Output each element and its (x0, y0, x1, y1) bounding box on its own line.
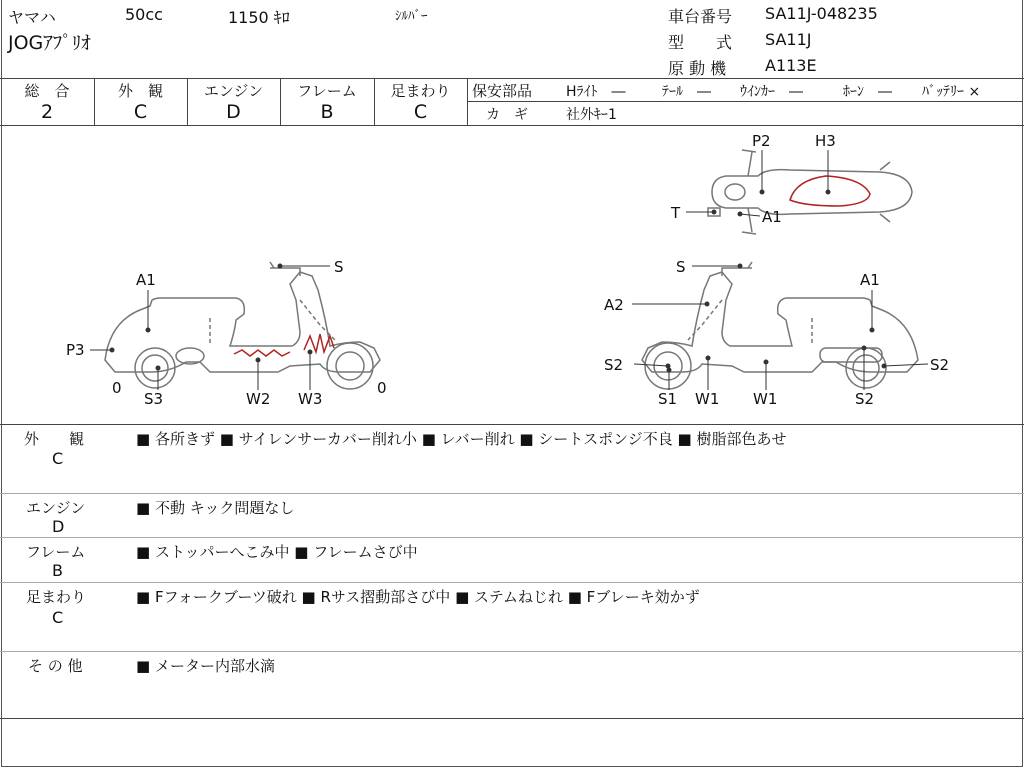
grade-frame (280, 80, 374, 123)
grade-overall (0, 80, 94, 123)
grade-label: フレーム (297, 82, 357, 100)
frame-no: SA11J-048235 (765, 4, 878, 23)
label-a1-right: A1 (860, 271, 880, 289)
grade-value: B (320, 101, 334, 123)
divider (467, 101, 1022, 102)
safety-title: 保安部品 (472, 82, 533, 100)
safety-tail: ﾃｰﾙ ― (662, 84, 711, 100)
color: ｼﾙﾊﾞｰ (395, 9, 428, 24)
label-t: T (671, 204, 681, 222)
label-p3: P3 (66, 341, 85, 359)
divider (0, 582, 1024, 583)
label-a1-top: A1 (762, 208, 782, 226)
type: SA11J (765, 30, 812, 49)
divider (0, 493, 1024, 494)
section-engine-text: ■ 不動 キック問題なし (136, 499, 295, 517)
grade-suspension (374, 80, 467, 123)
grade-value: D (226, 101, 241, 123)
type-label: 型 式 (668, 33, 733, 52)
safety-headlight: Hﾗｲﾄ ― (566, 84, 626, 100)
divider (0, 718, 1024, 719)
divider (0, 424, 1024, 425)
label-w2: W2 (246, 390, 271, 408)
label-zero-left: 0 (112, 379, 122, 397)
label-w3: W3 (298, 390, 323, 408)
grade-exterior (94, 80, 187, 123)
safety-horn: ﾎｰﾝ ― (843, 84, 892, 100)
divider (0, 78, 1024, 79)
grade-label: エンジン (203, 82, 264, 100)
safety-winker: ｳｲﾝｶｰ ― (740, 84, 803, 100)
frame-no-label: 車台番号 (668, 7, 733, 26)
section-exterior-grade: C (52, 449, 64, 468)
damage-diagram (0, 126, 1024, 424)
key-value: 社外ｷｰ1 (566, 107, 617, 123)
label-s2-left: S2 (604, 356, 624, 374)
label-s2-bottom: S2 (855, 390, 875, 408)
section-frame-grade: B (52, 561, 63, 580)
section-suspension-grade: C (52, 608, 64, 627)
section-frame-text: ■ ストッパーへこみ中 ■ フレームさび中 (136, 543, 418, 561)
section-exterior-label: 外 観 (24, 430, 85, 448)
mileage: 1150 ｷﾛ (228, 8, 290, 27)
label-w1-b: W1 (753, 390, 778, 408)
label-h3: H3 (815, 132, 836, 150)
label-p2: P2 (752, 132, 771, 150)
label-zero-right: 0 (377, 379, 387, 397)
grade-engine (187, 80, 280, 123)
section-other-text: ■ メーター内部水滴 (136, 657, 275, 675)
key-label: カ ギ (486, 107, 528, 123)
label-a1-left: A1 (136, 271, 156, 289)
engine: A113E (765, 56, 817, 75)
label-s1: S1 (658, 390, 678, 408)
section-exterior-text: ■ 各所きず ■ サイレンサーカバー削れ小 ■ レバー削れ ■ シートスポンジ不良 ■ 樹脂部色あせ (136, 430, 787, 448)
grade-value: C (133, 101, 148, 123)
label-s-left: S (334, 258, 344, 276)
displacement: 50cc (125, 5, 163, 24)
grade-label: 足まわり (390, 82, 451, 100)
label-a2: A2 (604, 296, 624, 314)
section-other-label: そ の 他 (28, 657, 83, 675)
label-s3: S3 (144, 390, 164, 408)
label-w1-a: W1 (695, 390, 720, 408)
grade-value: 2 (40, 101, 54, 123)
label-s2-right: S2 (930, 356, 950, 374)
grade-label: 総 合 (24, 82, 70, 100)
grade-label: 外 観 (117, 82, 163, 100)
safety-battery: ﾊﾞｯﾃﾘｰ × (922, 84, 981, 100)
section-engine-grade: D (52, 517, 65, 536)
section-engine-label: エンジン (26, 499, 86, 517)
maker: ヤマハ (8, 8, 56, 27)
divider (0, 651, 1024, 652)
section-frame-label: フレーム (26, 543, 86, 561)
label-s-right: S (676, 258, 686, 276)
divider (0, 537, 1024, 538)
section-suspension-text: ■ Fフォークブーツ破れ ■ Rサス摺動部さび中 ■ ステムねじれ ■ Fブレーキ効かず (136, 588, 700, 606)
engine-label: 原 動 機 (668, 59, 727, 78)
section-suspension-label: 足まわり (26, 588, 87, 606)
grade-value: C (413, 101, 428, 123)
model-name: JOGｱﾌﾟﾘｵ (8, 32, 91, 54)
